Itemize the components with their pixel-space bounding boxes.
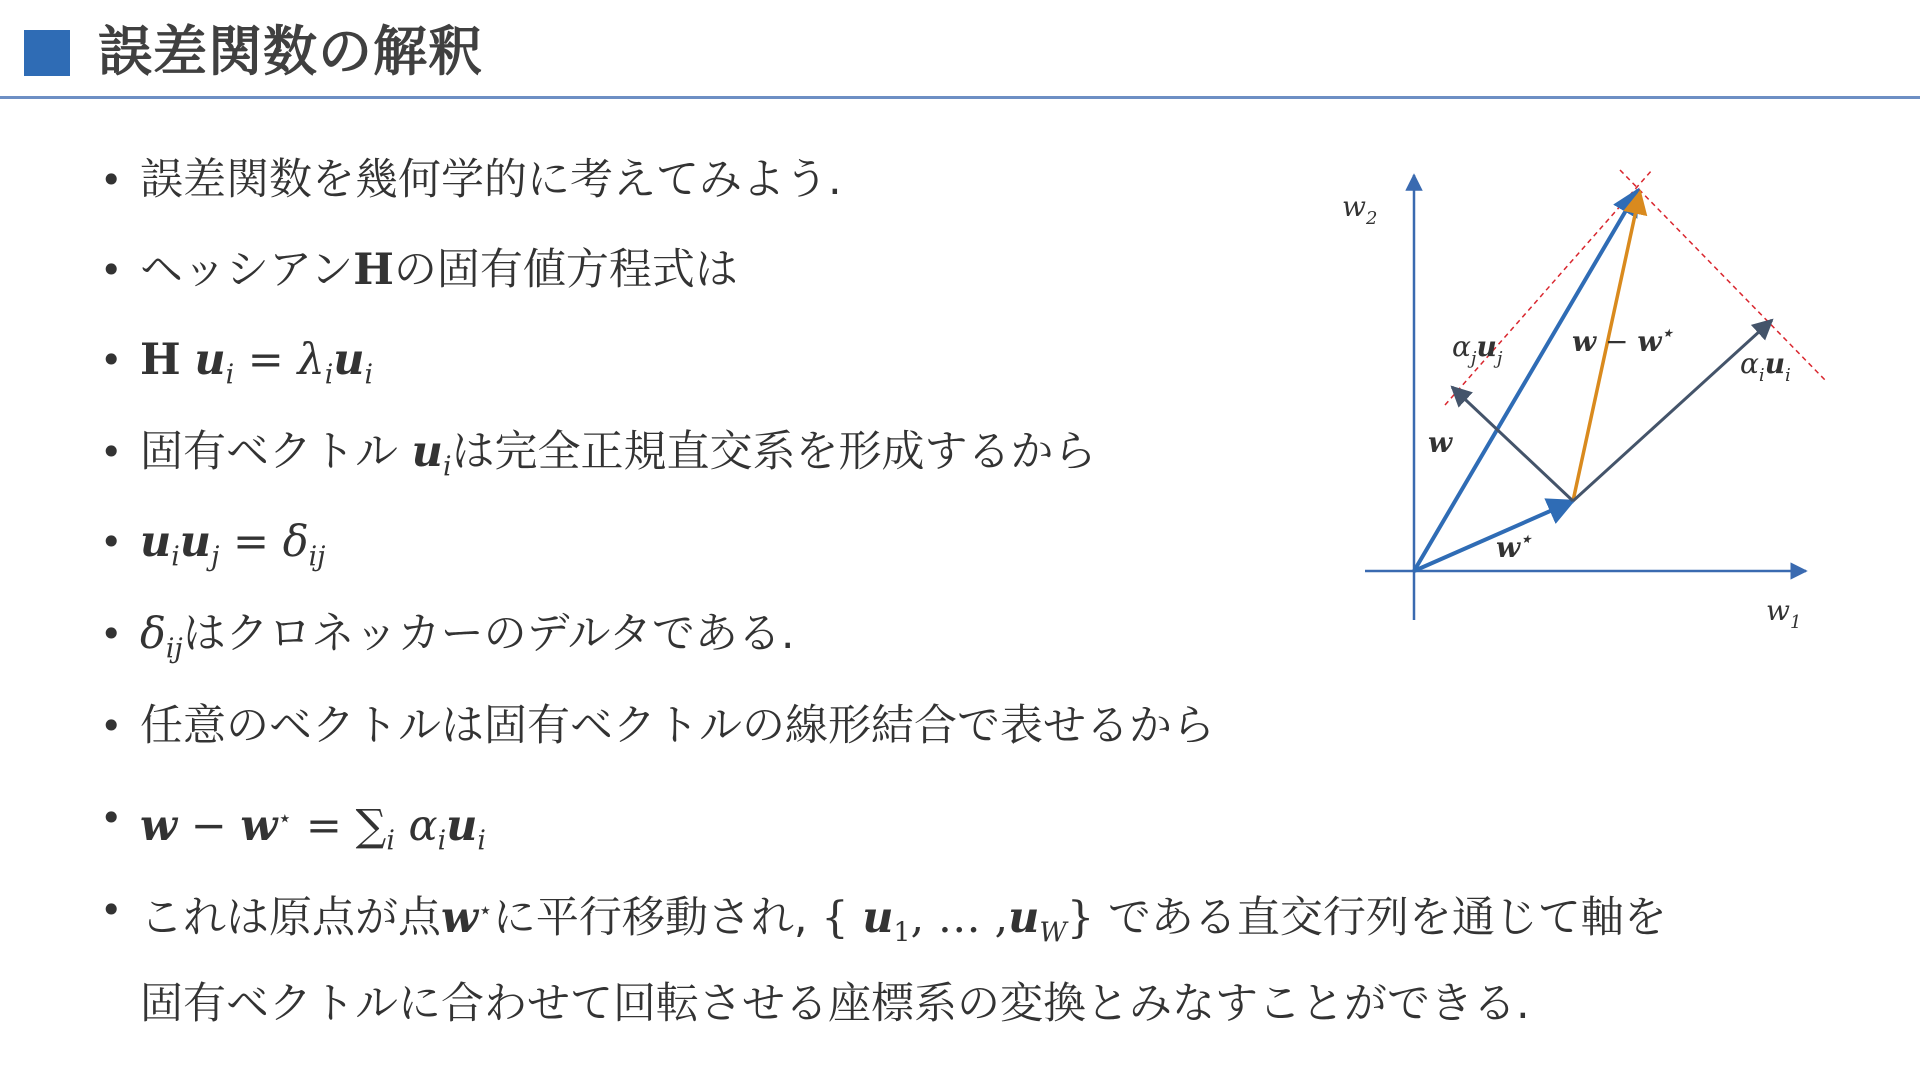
hessian-symbol: H — [353, 245, 394, 295]
math-operator: = — [305, 801, 342, 852]
bullet-dot: • — [100, 338, 123, 382]
math-brace: } — [1066, 893, 1095, 944]
vector-wstar — [1414, 501, 1573, 571]
axis-w1-label: $w_1$ — [1766, 594, 1802, 633]
bullet-item — [100, 696, 1215, 756]
bullet-text: 誤差関数を幾何学的に考えてみよう. — [140, 155, 842, 205]
math-subscript: ij — [165, 633, 183, 665]
math-symbol: u — [411, 427, 443, 477]
bullet-dot: • — [100, 430, 123, 474]
math-subscript: i — [437, 825, 447, 857]
math-symbol: δ — [282, 517, 309, 567]
bullet-text: これは原点が点 — [140, 893, 441, 944]
bullet-text: はクロネッカーのデルタである. — [182, 609, 795, 659]
label-w: w — [1428, 426, 1453, 459]
math-subscript: 1 — [893, 917, 911, 949]
bullet-item — [100, 240, 738, 300]
math-symbol: u — [140, 517, 172, 567]
bullet-dot: • — [100, 520, 123, 564]
slide-title: 誤差関数の解釈 — [98, 20, 483, 83]
math-subscript: i — [364, 359, 374, 391]
math-superscript: ⋆ — [478, 896, 493, 924]
math-symbol: w — [441, 893, 479, 944]
bullet-item — [100, 150, 842, 210]
label-aj-uj: $\alpha_ju_j$ — [1452, 330, 1503, 369]
math-sum: ∑ — [355, 801, 387, 852]
label-ai-ui: $\alpha_iu_i$ — [1740, 347, 1791, 386]
bullet-item — [100, 604, 795, 679]
math-symbol: u — [179, 517, 212, 567]
bullet-item — [100, 422, 1096, 497]
math-operator: = — [247, 335, 284, 385]
math-symbol: u — [446, 801, 478, 852]
math-symbol: u — [333, 335, 365, 385]
math-symbol: λ — [297, 335, 325, 385]
axis-w2-label: $w_2$ — [1342, 190, 1378, 229]
math-symbol: u — [194, 335, 226, 385]
bullet-text: の固有値方程式は — [393, 245, 738, 295]
math-symbol: u — [1008, 893, 1040, 944]
bullet-text-continued: 固有ベクトルに合わせて回転させる座標系の変換とみなすことができる. — [140, 978, 1530, 1029]
title-marker — [24, 30, 70, 76]
title-underline — [0, 96, 1920, 99]
bullet-item-equation — [100, 788, 486, 872]
label-wstar: w⋆ — [1496, 529, 1532, 564]
math-symbol: H — [140, 335, 181, 385]
bullet-dot: • — [100, 612, 123, 656]
bullet-dot: • — [100, 158, 123, 202]
math-subscript: i — [324, 359, 334, 391]
math-subscript: i — [225, 359, 235, 391]
math-subscript: i — [477, 825, 486, 857]
bullet-dot: • — [100, 888, 123, 932]
vector-diagram — [1340, 160, 1880, 640]
bullet-item-equation — [100, 330, 373, 405]
math-operator: − — [190, 801, 227, 852]
bullet-text: は完全正規直交系を形成するから — [451, 427, 1097, 477]
bullet-item — [100, 880, 1860, 1034]
vector-w — [1414, 190, 1638, 571]
math-symbol: δ — [140, 609, 166, 659]
bullet-text: に平行移動され, — [492, 893, 808, 944]
math-symbol: w — [140, 801, 178, 852]
bullet-dot: • — [100, 248, 123, 292]
math-subscript: i — [442, 451, 452, 483]
math-subscript: i — [386, 825, 395, 857]
math-symbol: u — [862, 893, 894, 944]
math-subscript: i — [171, 541, 180, 573]
bullet-text: 固有ベクトル — [140, 427, 398, 477]
math-symbol: α — [408, 801, 438, 852]
math-brace: { — [821, 893, 849, 944]
math-operator: = — [233, 517, 270, 567]
bullet-item-equation — [100, 512, 325, 587]
math-subscript: W — [1039, 917, 1067, 949]
slide-header — [0, 0, 1920, 100]
math-ellipsis: , … , — [910, 893, 1009, 944]
math-superscript: ⋆ — [277, 804, 293, 832]
bullet-text: 任意のベクトルは固有ベクトルの線形結合で表せるから — [140, 701, 1215, 751]
label-w-minus-wstar: w − w⋆ — [1572, 323, 1673, 358]
bullet-text: ヘッシアン — [140, 245, 354, 295]
bullet-text: である直交行列を通じて軸を — [1107, 893, 1667, 944]
bullet-dot: • — [100, 704, 123, 748]
math-subscript: j — [211, 541, 220, 573]
bullet-dot: • — [100, 796, 123, 840]
math-subscript: ij — [308, 541, 326, 573]
math-symbol: w — [240, 801, 278, 852]
